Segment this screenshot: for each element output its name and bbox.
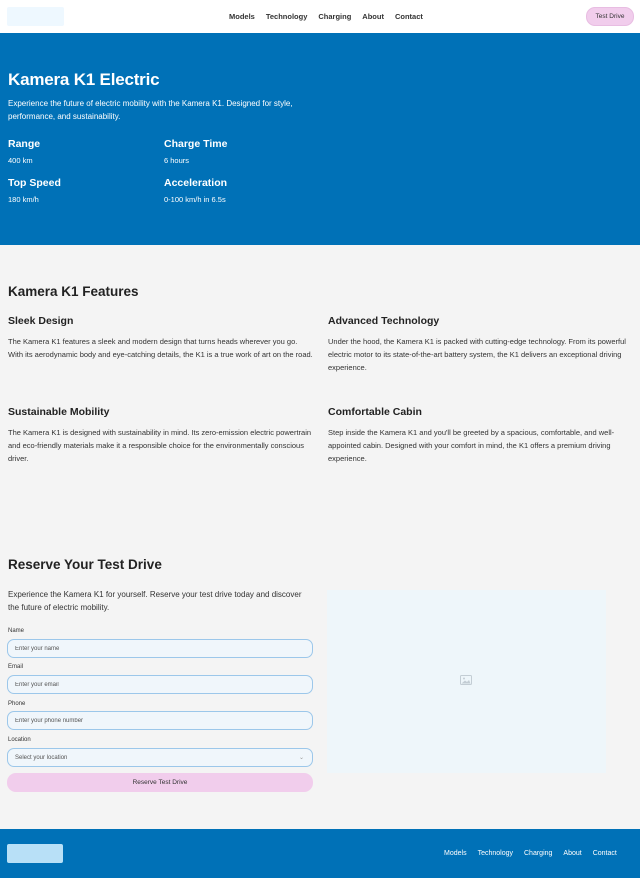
- spec-label: Top Speed: [8, 177, 61, 189]
- footer-link-about[interactable]: About: [563, 850, 582, 857]
- name-input[interactable]: [7, 639, 313, 658]
- hero-section: [0, 33, 640, 245]
- feature-title: Sustainable Mobility: [8, 406, 110, 418]
- chevron-down-icon: ⌄: [298, 755, 304, 761]
- spec-label: Acceleration: [164, 177, 228, 189]
- footer: [0, 829, 640, 878]
- spec-acceleration: [164, 177, 227, 204]
- spec-value: 6 hours: [164, 156, 190, 165]
- spec-value: 180 km/h: [8, 195, 39, 204]
- nav-link-models[interactable]: Models: [229, 12, 255, 21]
- feature-title: Sleek Design: [8, 315, 74, 327]
- nav-link-technology[interactable]: Technology: [265, 12, 308, 21]
- reserve-description: Experience the Kamera K1 for yourself. Reserve your test drive today and discover the future of electric mobility.: [8, 590, 302, 612]
- feature-comfortable-cabin: [328, 406, 633, 465]
- footer-link-models[interactable]: Models: [444, 850, 467, 857]
- location-select[interactable]: [7, 748, 313, 767]
- spec-charge-time: [164, 138, 227, 165]
- main-nav: [229, 12, 423, 21]
- nav-link-charging[interactable]: Charging: [318, 12, 352, 21]
- feature-text: The Kamera K1 is designed with sustainability in mind. Its zero-emission electric powertrain and eco-friendly materials make it a responsible choice for the environmentally conscious driver.: [8, 428, 312, 463]
- hero-description: Experience the future of electric mobility with the Kamera K1. Designed for style, performance, and sustainability.: [8, 99, 293, 121]
- reserve-title: Reserve Your Test Drive: [8, 557, 162, 572]
- nav-link-about[interactable]: About: [362, 12, 384, 21]
- email-label: Email: [8, 664, 24, 670]
- footer-link-contact[interactable]: Contact: [592, 850, 617, 857]
- feature-text: The Kamera K1 features a sleek and modern design that turns heads wherever you go. With its aerodynamic body and eye-catching details, the K1 is a true work of art on the road.: [8, 337, 313, 359]
- feature-text: Under the hood, the Kamera K1 is packed with cutting-edge technology. From its powerful electric motor to its state-of-the-art battery system, the K1 delivers an exceptional driving experience.: [328, 337, 626, 372]
- footer-link-charging[interactable]: Charging: [524, 850, 553, 857]
- footer-link-technology[interactable]: Technology: [477, 850, 513, 857]
- spec-range: [8, 138, 40, 165]
- features-title: Kamera K1 Features: [8, 284, 139, 299]
- feature-advanced-technology: [328, 315, 633, 374]
- spec-value: 400 km: [8, 156, 33, 165]
- feature-sustainable-mobility: [8, 406, 313, 465]
- email-input[interactable]: [7, 675, 313, 694]
- feature-title: Comfortable Cabin: [328, 406, 422, 418]
- feature-title: Advanced Technology: [328, 315, 440, 327]
- location-select-value: Select your location: [15, 754, 68, 761]
- footer-logo[interactable]: [7, 844, 63, 863]
- nav-link-contact[interactable]: Contact: [394, 12, 423, 21]
- hero-title: Kamera K1 Electric: [8, 70, 160, 89]
- spec-label: Charge Time: [164, 138, 228, 150]
- spec-top-speed: [8, 177, 61, 204]
- reserve-test-drive-button[interactable]: Reserve Test Drive: [7, 773, 313, 792]
- location-label: Location: [8, 737, 31, 743]
- test-drive-button[interactable]: Test Drive: [586, 7, 634, 26]
- spec-value: 0-100 km/h in 6.5s: [164, 195, 226, 204]
- image-icon: [460, 675, 472, 685]
- feature-text: Step inside the Kamera K1 and you'll be greeted by a spacious, comfortable, and well-appointed cabin. Designed with your comfort in mind, the K1 offers a premium driving experience.: [328, 428, 615, 463]
- phone-label: Phone: [8, 701, 26, 707]
- spec-label: Range: [8, 138, 41, 150]
- feature-sleek-design: [8, 315, 313, 361]
- phone-input[interactable]: [7, 711, 313, 730]
- brand-logo[interactable]: [7, 7, 64, 26]
- top-navigation: [0, 0, 640, 33]
- name-label: Name: [8, 628, 25, 634]
- footer-nav: [444, 850, 617, 857]
